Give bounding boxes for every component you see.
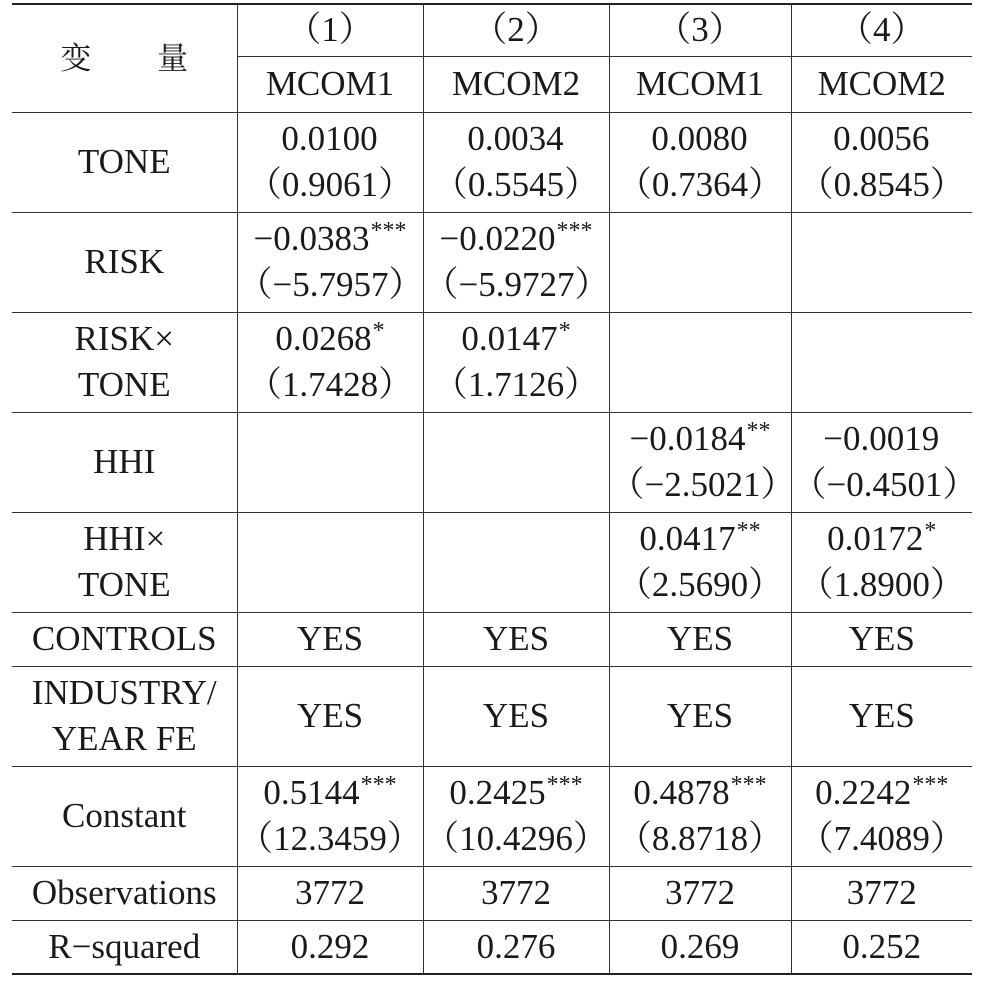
model-number-3: （3） bbox=[609, 4, 791, 56]
coef-cell bbox=[237, 412, 423, 512]
model-number-1: （1） bbox=[237, 4, 423, 56]
fixed-effects-value: YES bbox=[423, 666, 609, 766]
coef-line bbox=[238, 216, 423, 262]
coef-cell bbox=[609, 312, 791, 412]
t-stat: （1.7126） bbox=[432, 365, 600, 404]
regression-table bbox=[12, 3, 978, 975]
coef-line bbox=[424, 439, 609, 485]
dependent-var-1: MCOM1 bbox=[237, 56, 423, 112]
significance-stars: *** bbox=[546, 772, 583, 798]
coef-line bbox=[610, 116, 791, 162]
coef-cell bbox=[791, 766, 972, 866]
significance-stars: *** bbox=[912, 772, 949, 798]
coef-line bbox=[610, 416, 791, 462]
r-squared-value: 0.269 bbox=[609, 920, 791, 974]
coef-line bbox=[610, 770, 791, 816]
coef-cell bbox=[237, 512, 423, 612]
fixed-effects-value: YES bbox=[609, 666, 791, 766]
row-label: R−squared bbox=[12, 920, 237, 974]
row-label bbox=[12, 312, 237, 412]
coef-cell bbox=[423, 512, 609, 612]
row-label bbox=[12, 412, 237, 512]
table-row-tone bbox=[12, 112, 972, 212]
coef-line bbox=[792, 516, 973, 562]
row-label-line: INDUSTRY/ bbox=[31, 673, 217, 712]
coef-cell bbox=[237, 766, 423, 866]
coef-line bbox=[792, 239, 973, 285]
variable-header-label: 变 量 bbox=[60, 40, 217, 77]
coef-cell bbox=[423, 312, 609, 412]
significance-stars: *** bbox=[556, 218, 593, 244]
coef-value: 0.4878 bbox=[633, 773, 730, 812]
coef-value: 0.0056 bbox=[833, 119, 930, 158]
variable-header-cell bbox=[12, 4, 237, 112]
row-label-line: TONE bbox=[77, 565, 171, 604]
t-stat: （7.4089） bbox=[798, 819, 965, 858]
coef-cell bbox=[791, 212, 972, 312]
table-row-risk bbox=[12, 212, 972, 312]
table-row-hhi bbox=[12, 412, 972, 512]
coef-value: −0.0383 bbox=[253, 219, 370, 258]
r-squared-value: 0.252 bbox=[791, 920, 972, 974]
coef-cell bbox=[423, 212, 609, 312]
coef-cell bbox=[791, 312, 972, 412]
observations-value: 3772 bbox=[423, 866, 609, 920]
table-row-controls bbox=[12, 612, 972, 666]
coef-value: −0.0019 bbox=[823, 419, 940, 458]
significance-stars: ** bbox=[736, 518, 761, 544]
coef-cell bbox=[609, 766, 791, 866]
coef-line bbox=[238, 116, 423, 162]
controls-value: YES bbox=[609, 612, 791, 666]
r-squared-value: 0.276 bbox=[423, 920, 609, 974]
t-stat: （1.7428） bbox=[246, 365, 414, 404]
significance-stars: *** bbox=[730, 772, 767, 798]
coef-line bbox=[610, 339, 791, 385]
controls-value: YES bbox=[791, 612, 972, 666]
coef-line bbox=[238, 439, 423, 485]
coef-line bbox=[792, 770, 973, 816]
coef-line bbox=[238, 770, 423, 816]
r-squared-value: 0.292 bbox=[237, 920, 423, 974]
coef-cell bbox=[423, 112, 609, 212]
row-label bbox=[12, 512, 237, 612]
significance-stars: * bbox=[372, 318, 385, 344]
coef-value: 0.2425 bbox=[449, 773, 546, 812]
row-label-line: RISK× bbox=[74, 319, 174, 358]
t-stat: （1.8900） bbox=[798, 565, 965, 604]
coef-line bbox=[424, 539, 609, 585]
table-row-observations bbox=[12, 866, 972, 920]
row-label-line: HHI bbox=[93, 442, 156, 481]
coef-cell bbox=[609, 512, 791, 612]
t-stat: （0.5545） bbox=[432, 165, 600, 204]
coef-cell bbox=[609, 212, 791, 312]
table-row-r-squared bbox=[12, 920, 972, 974]
coef-cell bbox=[237, 112, 423, 212]
coef-line bbox=[424, 316, 609, 362]
t-stat: （−5.7957） bbox=[237, 265, 424, 304]
coef-value: 0.0100 bbox=[281, 119, 378, 158]
t-stat: （0.9061） bbox=[246, 165, 414, 204]
row-label: Constant bbox=[12, 766, 237, 866]
significance-stars: * bbox=[924, 518, 937, 544]
coef-value: −0.0220 bbox=[439, 219, 556, 258]
coef-value: 0.0172 bbox=[827, 519, 924, 558]
coef-value: 0.0417 bbox=[639, 519, 736, 558]
significance-stars: *** bbox=[360, 772, 397, 798]
coef-value: 0.0147 bbox=[461, 319, 558, 358]
t-stat: （−5.9727） bbox=[423, 265, 610, 304]
significance-stars: ** bbox=[746, 418, 771, 444]
t-stat: （0.7364） bbox=[616, 165, 784, 204]
coef-cell bbox=[423, 766, 609, 866]
t-stat: （8.8718） bbox=[616, 819, 784, 858]
row-label-line: RISK bbox=[84, 242, 165, 281]
table-row-risk-x-tone bbox=[12, 312, 972, 412]
row-label: CONTROLS bbox=[12, 612, 237, 666]
coef-cell bbox=[237, 212, 423, 312]
coef-line bbox=[610, 516, 791, 562]
row-label-line: TONE bbox=[77, 142, 171, 181]
t-stat: （0.8545） bbox=[798, 165, 965, 204]
coef-cell bbox=[609, 412, 796, 512]
observations-value: 3772 bbox=[609, 866, 791, 920]
significance-stars: * bbox=[558, 318, 571, 344]
coef-line bbox=[424, 116, 609, 162]
dependent-var-4: MCOM2 bbox=[791, 56, 972, 112]
row-label bbox=[12, 212, 237, 312]
observations-value: 3772 bbox=[237, 866, 423, 920]
model-number-2: （2） bbox=[423, 4, 609, 56]
coef-line bbox=[610, 239, 791, 285]
model-number-4: （4） bbox=[791, 4, 972, 56]
table-row-fixed-effects bbox=[12, 666, 972, 766]
table-row-constant bbox=[12, 766, 972, 866]
significance-stars: *** bbox=[370, 218, 407, 244]
coef-value: 0.0268 bbox=[275, 319, 372, 358]
observations-value: 3772 bbox=[791, 866, 972, 920]
coef-value: −0.0184 bbox=[629, 419, 746, 458]
coef-value: 0.0034 bbox=[467, 119, 564, 158]
coef-line bbox=[238, 539, 423, 585]
coef-line bbox=[792, 339, 973, 385]
controls-value: YES bbox=[237, 612, 423, 666]
coef-line bbox=[238, 316, 423, 362]
coef-line bbox=[792, 116, 973, 162]
coef-value: 0.2242 bbox=[815, 773, 912, 812]
t-stat: （10.4296） bbox=[424, 819, 608, 858]
coef-value: 0.0080 bbox=[651, 119, 748, 158]
t-stat: （12.3459） bbox=[238, 819, 422, 858]
coef-cell bbox=[791, 512, 972, 612]
coef-cell bbox=[423, 412, 609, 512]
t-stat: （−2.5021） bbox=[609, 465, 796, 504]
coef-line bbox=[424, 216, 609, 262]
t-stat: （−0.4501） bbox=[791, 465, 978, 504]
coef-value: 0.5144 bbox=[263, 773, 360, 812]
row-label-line: HHI× bbox=[83, 519, 166, 558]
controls-value: YES bbox=[423, 612, 609, 666]
coef-line bbox=[424, 770, 609, 816]
table-row-hhi-x-tone bbox=[12, 512, 972, 612]
row-label bbox=[12, 666, 237, 766]
fixed-effects-value: YES bbox=[237, 666, 423, 766]
fixed-effects-value: YES bbox=[791, 666, 972, 766]
coef-cell bbox=[609, 112, 791, 212]
dependent-var-2: MCOM2 bbox=[423, 56, 609, 112]
row-label: Observations bbox=[12, 866, 237, 920]
t-stat: （2.5690） bbox=[616, 565, 784, 604]
dependent-var-3: MCOM1 bbox=[609, 56, 791, 112]
coef-cell bbox=[791, 412, 978, 512]
row-label-line: YEAR FE bbox=[51, 719, 197, 758]
header-row-model-numbers bbox=[12, 4, 972, 56]
coef-cell bbox=[791, 112, 972, 212]
coef-line bbox=[792, 416, 973, 462]
row-label-line: TONE bbox=[77, 365, 171, 404]
row-label bbox=[12, 112, 237, 212]
coef-cell bbox=[237, 312, 423, 412]
